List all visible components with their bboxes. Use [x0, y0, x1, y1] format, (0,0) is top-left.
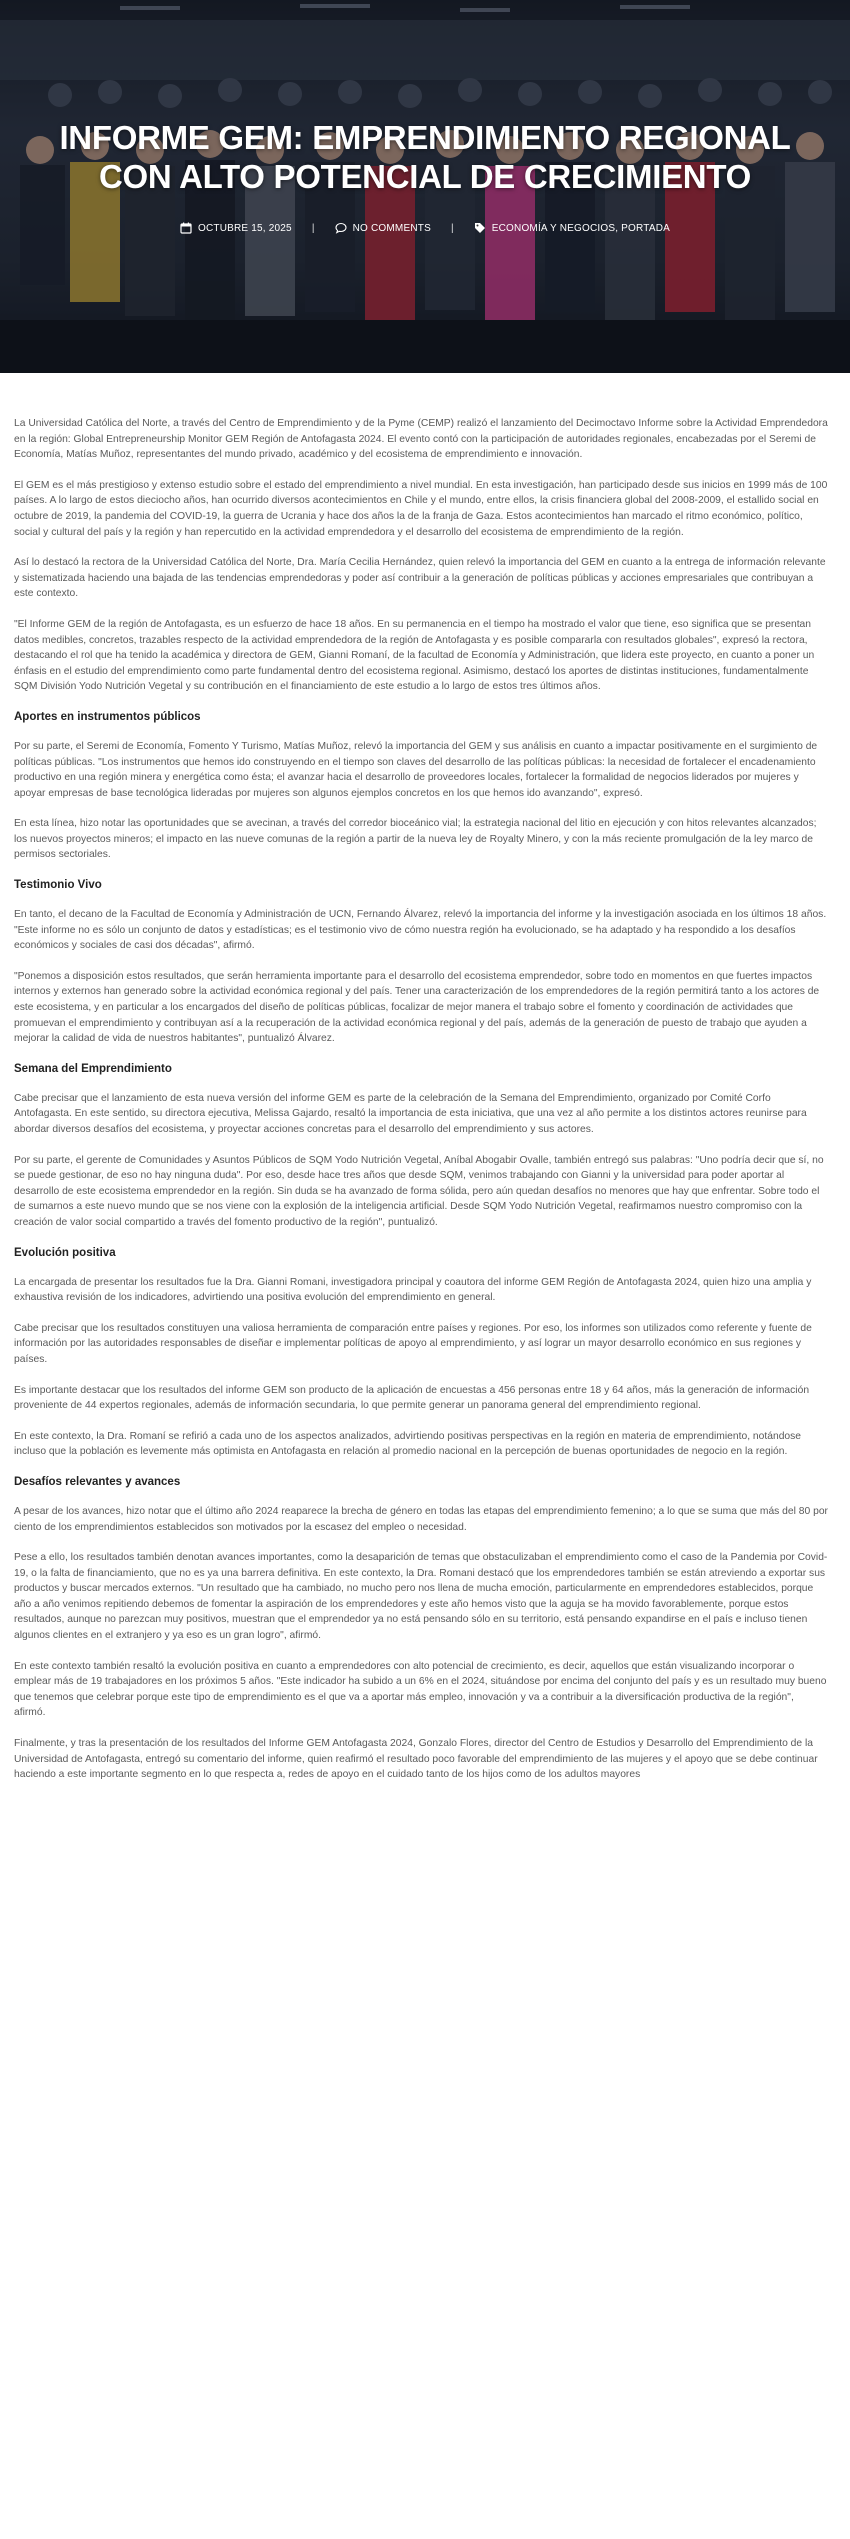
post-categories-text: ECONOMÍA Y NEGOCIOS, PORTADA: [491, 222, 670, 234]
paragraph: "Ponemos a disposición estos resultados, que serán herramienta importante para el desarrollo del ecosistema emprendedor, sobre todo en momentos en que fuertes impactos internos y externos han generado sobre la actividad económica regional y del país. Tener una caracterización de los emprendedores de la región permitirá tanto a los actores de este ecosistema, y en particular a los encargados del diseño de políticas públicas, focalizar de mejor manera el trabajo sobre el fomento y coordinación de actividades que promuevan el emprendimiento y contribuyan así a la recuperación de la actividad económica regional y del país, además de la generación de puesto de trabajo que ayuden a mejorar la calidad de vida de nuestros habitantes", puntualizó Álvarez.: [14, 970, 820, 1045]
comment-icon: [335, 222, 347, 234]
paragraph: En este contexto también resaltó la evolución positiva en cuanto a emprendedores con alto potencial de crecimiento, es decir, aquellos que están visualizando incorporar o emplear más de 19 trabajadores en los próximos 5 años. "Este indicador ha subido a un 6% en el 2024, situándose por encima del conjunto del país y es un resultado muy bueno que tenemos que celebrar porque este tipo de emprendimiento es el que va a aportar más empleo, innovación y va a contribuir a la diversificación productiva de la región", afirmó.: [14, 1660, 827, 1719]
post-categories[interactable]: [474, 222, 670, 234]
meta-separator: |: [450, 222, 454, 234]
article-title: INFORME GEM: EMPRENDIMIENTO REGIONAL CON ALTO POTENCIAL DE CRECIMIENTO: [59, 119, 791, 195]
section-heading: Desafíos relevantes y avances: [14, 1475, 181, 1488]
paragraph: Así lo destacó la rectora de la Universidad Católica del Norte, Dra. María Cecilia Hernández, quien relevó la importancia del GEM en cuanto a la entrega de información relevante y sistematizada haciendo una bajada de las tendencias emprendedoras y poder así contribuir a la generación de políticas públicas y acciones empresariales que contribuyan a este contexto.: [14, 557, 826, 600]
section-heading: Semana del Emprendimiento: [14, 1062, 172, 1075]
paragraph: La encargada de presentar los resultados fue la Dra. Gianni Romani, investigadora principal y coautora del informe GEM Región de Antofagasta 2024, quien hizo una amplia y exhaustiva revisión de los indicadores, advirtiendo una positiva evolución del emprendimiento en general.: [14, 1276, 812, 1304]
paragraph: En esta línea, hizo notar las oportunidades que se avecinan, a través del corredor bioceánico vial; la estrategia nacional del litio en ejecución y con hitos relevantes alcanzados; los nuevos proyectos mineros; el impacto en las nueve comunas de la región a partir de la nueva ley de Royalty Minero, y con la más reciente promulgación de la ley marco de permisos sectoriales.: [14, 818, 817, 861]
paragraph: Cabe precisar que el lanzamiento de esta nueva versión del informe GEM es parte de la celebración de la Semana del Emprendimiento, organizado por Comité Corfo Antofagasta. En este sentido, su directora ejecutiva, Melissa Gajardo, resaltó la importancia de esta iniciativa, que una vez al año permite a los distintos actores reunirse para abordar diversos desafíos del ecosistema, y proyectar acciones concretas para el desarrollo del emprendimiento y sus actores.: [14, 1092, 807, 1135]
tag-icon: [474, 222, 486, 234]
paragraph: En tanto, el decano de la Facultad de Economía y Administración de UCN, Fernando Álvarez, relevó la importancia del informe y la investigación asociada en los últimos 18 años. "Este informe no es sólo un conjunto de datos y estadísticas; es el testimonio vivo de cómo nuestra región ha evolucionado, se ha adaptado y ha respondido a los desafíos económicos y sociales de casi dos décadas", afirmó.: [14, 909, 827, 952]
paragraph: Pese a ello, los resultados también denotan avances importantes, como la desaparición de temas que obstaculizaban el emprendimiento como el caso de la Pandemia por Covid-19, o la falta de financiamiento, que no es ya una barrera definitiva. En este contexto, la Dra. Romani destacó que los emprendedores también se están atreviendo a exportar sus productos y buscar mercados externos. "Un resultado que ha cambiado, no mucho pero nos llena de mucha emoción, particularmente en emprendedores establecidos, porque año a año venimos repitiendo debemos de fomentar la aspiración de los emprendedores y este año hemos visto que la aguja se ha movido favorablemente, porque estos resultados, aunque no parezcan muy positivos, muestran que el emprendedor ya no está pensando sólo en su territorio, está pensando expandirse en el país e incluso tienen algunos clientes en el extranjero y ya eso es un gran logro", afirmó.: [14, 1552, 828, 1642]
paragraph: Cabe precisar que los resultados constituyen una valiosa herramienta de comparación entre países y regiones. Por eso, los informes son utilizados como referente y fuente de información por las autoridades responsables de diseñar e implementar políticas de apoyo al emprendimiento, y así lograr un mayor desarrollo económico en sus regiones y países.: [14, 1322, 812, 1365]
hero-banner: [0, 0, 850, 373]
paragraph: Es importante destacar que los resultados del informe GEM son producto de la aplicación de encuestas a 456 personas entre 18 y 64 años, más la generación de información proveniente de 44 expertos regionales, además de información secundaria, lo que permite generar un panorama general del emprendimiento regional.: [14, 1384, 810, 1412]
paragraph: El GEM es el más prestigioso y extenso estudio sobre el estado del emprendimiento a nivel mundial. En esta investigación, han participado desde sus inicios en 1999 más de 100 países. A lo largo de estos dieciocho años, han ocurrido diversos acontecimientos en Chile y el mundo, entre ellos, la crisis financiera global del 2008-2009, el estallido social en octubre de 2019, la pandemia del COVID-19, la guerra de Ucrania y hace dos años la de la franja de Gaza. Estos acontecimientos han marcado el ritmo económico, político, social y cultural del país y la región y han repercutido en la actividad emprendedora y el desarrollo del ecosistema de emprendimiento de la región.: [14, 479, 828, 538]
post-comments-text: NO COMMENTS: [352, 222, 431, 234]
section-heading: Evolución positiva: [14, 1246, 116, 1259]
calendar-icon: [180, 222, 192, 234]
paragraph: A pesar de los avances, hizo notar que el último año 2024 reaparece la brecha de género en todas las etapas del emprendimiento femenino; a lo que se suma que más del 80 por ciento de los emprendimientos establecidos son motivados por la escasez del empleo o necesidad.: [14, 1505, 828, 1533]
post-comments-link[interactable]: [335, 222, 431, 234]
post-date-text: OCTUBRE 15, 2025: [198, 222, 292, 234]
meta-separator: |: [311, 222, 315, 234]
paragraph: Por su parte, el Seremi de Economía, Fomento Y Turismo, Matías Muñoz, relevó la importancia del GEM y sus análisis en cuanto a impactar positivamente en el surgimiento de políticas públicas. "Los instrumentos que hemos ido construyendo en el tiempo son claves del desarrollo de las políticas públicas: la necesidad de fortalecer el encadenamiento productivo en una región minera y energética como ésta; el avanzar hacia el desarrollo de proveedores locales, fortalecer la formalidad de negocios liderados por mujeres y apoyar empresas de base tecnológica lideradas por mujeres son algunos ejemplos concretos en los que hemos ido avanzando", expresó.: [14, 740, 818, 799]
post-date[interactable]: [180, 222, 292, 234]
section-heading: Aportes en instrumentos públicos: [14, 710, 201, 723]
paragraph: Finalmente, y tras la presentación de los resultados del Informe GEM Antofagasta 2024, Gonzalo Flores, director del Centro de Estudios y Desarrollo del Emprendimiento de la Universidad de Antofagasta, entregó su comentario del informe, quien reafirmó el resultado poco favorable del emprendimiento de las mujeres y el apoyo que se debe continuar haciendo a este importante segmento en lo que respecta a, redes de apoyo en el cuidado tanto de los hijos como de los adultos mayores: [14, 1738, 818, 1781]
article-body: [0, 373, 850, 1783]
paragraph: En este contexto, la Dra. Romaní se refirió a cada uno de los aspectos analizados, advirtiendo positivas perspectivas en la región en materia de emprendimiento, notándose incluso que la población es levemente más optimista en Antofagasta en relación al promedio nacional en la percepción de buenas oportunidades de negocio en la región.: [14, 1430, 802, 1458]
paragraph: "El Informe GEM de la región de Antofagasta, es un esfuerzo de hace 18 años. En su permanencia en el tiempo ha mostrado el valor que tiene, eso significa que se presentan datos medibles, concretos, trazables respecto de la actividad emprendedora de la región de Antofagasta y es posible compararla con resultados globales", expresó la rectora, destacando el rol que ha tenido la académica y directora de GEM, Gianni Romaní, de la facultad de Economía y Administración, que lidera este proyecto, en cuanto a poner un énfasis en el estudio del emprendimiento como parte fundamental dentro del ecosistema regional. Asimismo, destacó los aportes de distintas instituciones, fundamentalmente SQM División Yodo Nutrición Vegetal y su contribución en el financiamiento de este estudio a lo largo de estos tres últimos años.: [14, 618, 815, 693]
post-meta: [0, 222, 850, 234]
paragraph: Por su parte, el gerente de Comunidades y Asuntos Públicos de SQM Yodo Nutrición Vegetal, Aníbal Abogabir Ovalle, también entregó sus palabras: "Uno podría decir que sí, no se puede gestionar, de eso no hay ninguna duda". Por eso, desde hace tres años que desde SQM, venimos trabajando con Gianni y la universidad para poder aportar al desarrollo de este ecosistema emprendedor en la región. Sin duda se ha avanzado de forma sólida, pero aún quedan desafíos no menores que hay que enfrentar. Sobre todo el de sumarnos a este nuevo mundo que se nos viene con la explosión de la inteligencia artificial. Desde SQM Yodo Nutrición Vegetal, reafirmamos nuestro compromiso con la creación de valor social compartido a través del fomento productivo de la región", puntualizó.: [14, 1154, 824, 1228]
paragraph: La Universidad Católica del Norte, a través del Centro de Emprendimiento y de la Pyme (CEMP) realizó el lanzamiento del Decimoctavo Informe sobre la Actividad Emprendedora en la región: Global Entrepreneurship Monitor GEM Región de Antofagasta 2024. El evento contó con la participación de autoridades regionales, encabezadas por el Seremi de Economía, Matías Muñoz, representantes del mundo privado, académico y del ecosistema de emprendimiento e innovación.: [14, 418, 828, 461]
section-heading: Testimonio Vivo: [14, 879, 102, 892]
